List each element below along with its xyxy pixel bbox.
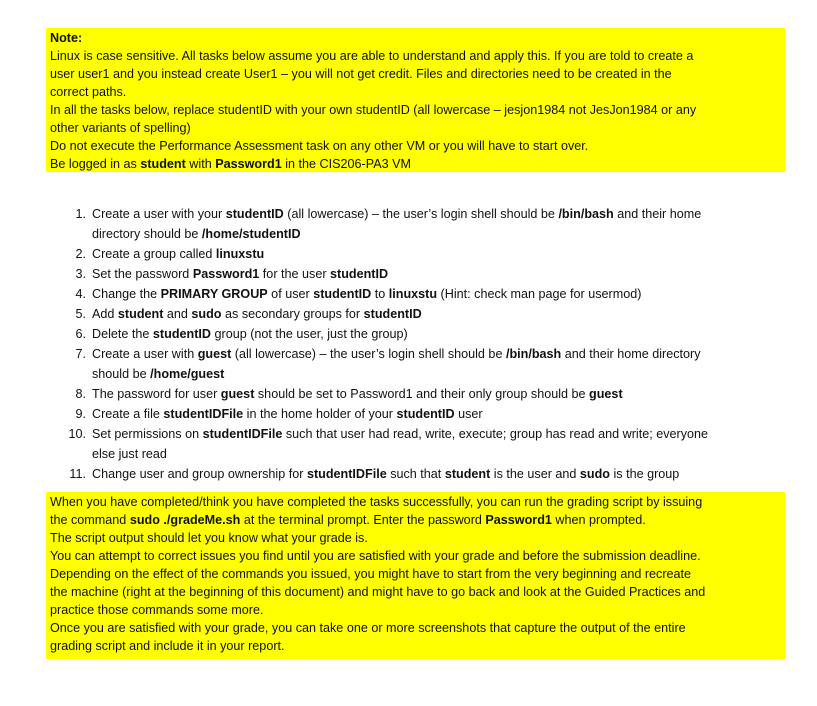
text-run: Linux is case sensitive. All tasks below assume you are able to understand and apply this. If you are told to create a — [50, 49, 694, 63]
text-run: Change the — [92, 287, 161, 301]
text-run: Delete the — [92, 327, 153, 341]
task-item — [0, 284, 782, 304]
task-number: 11. — [69, 467, 86, 481]
grading-line — [46, 547, 785, 565]
task-line — [92, 464, 782, 484]
bold-text: PRIMARY GROUP — [160, 287, 268, 301]
task-line — [92, 404, 782, 424]
bold-text: studentID — [396, 407, 455, 421]
bold-text: Password1 — [215, 157, 282, 171]
grading-line — [46, 511, 785, 529]
task-line — [92, 224, 782, 244]
text-run: (all lowercase) – the user’s login shell should be — [283, 207, 559, 221]
text-run: Add — [92, 307, 118, 321]
text-run: and — [163, 307, 192, 321]
grading-line — [46, 529, 785, 547]
note-line — [46, 101, 785, 119]
task-line — [92, 364, 782, 384]
task-number: 4. — [75, 287, 86, 301]
text-run: correct paths. — [50, 85, 127, 99]
text-run: when prompted. — [551, 513, 646, 527]
text-run: Set permissions on — [92, 427, 203, 441]
text-run: and their home — [613, 207, 702, 221]
task-item — [0, 424, 782, 464]
bold-text: studentID — [313, 287, 372, 301]
text-run: the command — [50, 513, 130, 527]
note-line — [46, 47, 785, 65]
bold-text: sudo — [191, 307, 222, 321]
text-run: other variants of spelling) — [50, 121, 191, 135]
text-run: You can attempt to correct issues you find until you are satisfied with your grade and before the submission deadline. — [50, 549, 701, 563]
bold-text: linuxstu — [215, 247, 265, 261]
bold-text: student — [444, 467, 491, 481]
bold-text: studentIDFile — [163, 407, 244, 421]
text-run: to — [371, 287, 389, 301]
task-item — [0, 244, 782, 264]
text-run: group (not the user, just the group) — [211, 327, 408, 341]
task-number: 8. — [75, 387, 86, 401]
bold-text: /home/studentID — [201, 227, 301, 241]
bold-text: student — [117, 307, 164, 321]
text-run: Once you are satisfied with your grade, you can take one or more screenshots that capture the output of the entire — [50, 621, 686, 635]
text-run: Depending on the effect of the commands you issued, you might have to start from the very beginning and recreate — [50, 567, 692, 581]
task-line — [92, 444, 782, 464]
text-run: for the user — [259, 267, 331, 281]
bold-text: studentIDFile — [202, 427, 283, 441]
note-line — [46, 29, 785, 47]
text-run: in the home holder of your — [243, 407, 397, 421]
bold-text: student — [140, 157, 186, 171]
task-line — [92, 264, 782, 284]
task-item — [0, 404, 782, 424]
text-run: is the user and — [490, 467, 580, 481]
task-line — [92, 284, 782, 304]
bold-text: sudo ./gradeMe.sh — [129, 513, 241, 527]
text-run: the machine (right at the beginning of this document) and might have to go back and look at the Guided Practices and — [50, 585, 706, 599]
text-run: Create a user with your — [92, 207, 226, 221]
task-line — [92, 344, 782, 364]
bold-text: Password1 — [192, 267, 260, 281]
text-run: with — [185, 157, 216, 171]
grading-line — [46, 493, 785, 511]
text-run: and their home directory — [561, 347, 701, 361]
text-run: practice those commands some more. — [50, 603, 264, 617]
task-line — [92, 304, 782, 324]
note-line — [46, 119, 785, 137]
task-line — [92, 244, 782, 264]
text-run: (all lowercase) – the user’s login shell should be — [231, 347, 506, 361]
task-number: 2. — [75, 247, 86, 261]
text-run: Be logged in as — [50, 157, 141, 171]
task-line — [92, 204, 782, 224]
bold-text: guest — [589, 387, 623, 401]
text-run: should be set to Password1 and their only group should be — [254, 387, 590, 401]
text-run: in the CIS206-PA3 VM — [281, 157, 411, 171]
bold-text: studentID — [152, 327, 211, 341]
task-number: 10. — [68, 427, 86, 441]
text-run: as secondary groups for — [221, 307, 364, 321]
text-run: at the terminal prompt. Enter the password — [240, 513, 486, 527]
text-run: Set the password — [92, 267, 193, 281]
grading-instructions-box — [46, 492, 785, 659]
bold-text: /home/guest — [150, 367, 225, 381]
text-run: user user1 and you instead create User1 – you will not get credit. Files and directories need to be created in the — [50, 67, 672, 81]
task-line — [92, 384, 782, 404]
text-run: should be — [92, 367, 151, 381]
text-run: Change user and group ownership for — [92, 467, 307, 481]
bold-text: Password1 — [485, 513, 552, 527]
bold-text: /bin/bash — [558, 207, 614, 221]
bold-text: sudo — [579, 467, 610, 481]
task-number: 1. — [75, 207, 86, 221]
text-run: The password for user — [92, 387, 221, 401]
task-number: 7. — [75, 347, 86, 361]
task-line — [92, 424, 782, 444]
note-line — [46, 137, 785, 155]
task-item — [0, 384, 782, 404]
text-run: Create a user with — [92, 347, 198, 361]
text-run: is the group — [610, 467, 680, 481]
bold-text: Note: — [50, 31, 83, 45]
grading-line — [46, 619, 785, 637]
task-number: 9. — [75, 407, 86, 421]
grading-line — [46, 565, 785, 583]
bold-text: guest — [197, 347, 232, 361]
task-item — [0, 464, 782, 484]
task-item — [0, 264, 782, 284]
text-run: (Hint: check man page for usermod) — [437, 287, 642, 301]
task-number: 3. — [75, 267, 86, 281]
note-line — [46, 83, 785, 101]
grading-line — [46, 637, 785, 655]
bold-text: studentID — [363, 307, 422, 321]
grading-line — [46, 583, 785, 601]
task-item — [0, 204, 782, 244]
text-run: directory should be — [92, 227, 202, 241]
task-number: 6. — [75, 327, 86, 341]
note-line — [46, 65, 785, 83]
text-run: user — [454, 407, 483, 421]
task-item — [0, 344, 782, 384]
task-item — [0, 304, 782, 324]
text-run: When you have completed/think you have completed the tasks successfully, you can run the grading script by issuing — [50, 495, 703, 509]
text-run: such that — [386, 467, 445, 481]
task-number: 5. — [75, 307, 86, 321]
bold-text: studentIDFile — [306, 467, 387, 481]
bold-text: /bin/bash — [505, 347, 562, 361]
task-item — [0, 324, 782, 344]
text-run: of user — [267, 287, 314, 301]
text-run: The script output should let you know what your grade is. — [50, 531, 368, 545]
task-list — [0, 204, 817, 484]
bold-text: linuxstu — [388, 287, 438, 301]
task-line — [92, 324, 782, 344]
bold-text: studentID — [225, 207, 284, 221]
text-run: else just read — [92, 447, 167, 461]
bold-text: guest — [220, 387, 255, 401]
text-run: grading script and include it in your report. — [50, 639, 285, 653]
bold-text: studentID — [330, 267, 389, 281]
text-run: such that user had read, write, execute; group has read and write; everyone — [282, 427, 709, 441]
text-run: In all the tasks below, replace studentID with your own studentID (all lowercase – jesjon1984 not JesJon1984 or any — [50, 103, 697, 117]
note-highlight-box — [46, 28, 785, 172]
text-run: Create a group called — [92, 247, 216, 261]
grading-line — [46, 601, 785, 619]
note-line — [46, 155, 785, 173]
text-run: Create a file — [92, 407, 164, 421]
text-run: Do not execute the Performance Assessment task on any other VM or you will have to start over. — [50, 139, 589, 153]
